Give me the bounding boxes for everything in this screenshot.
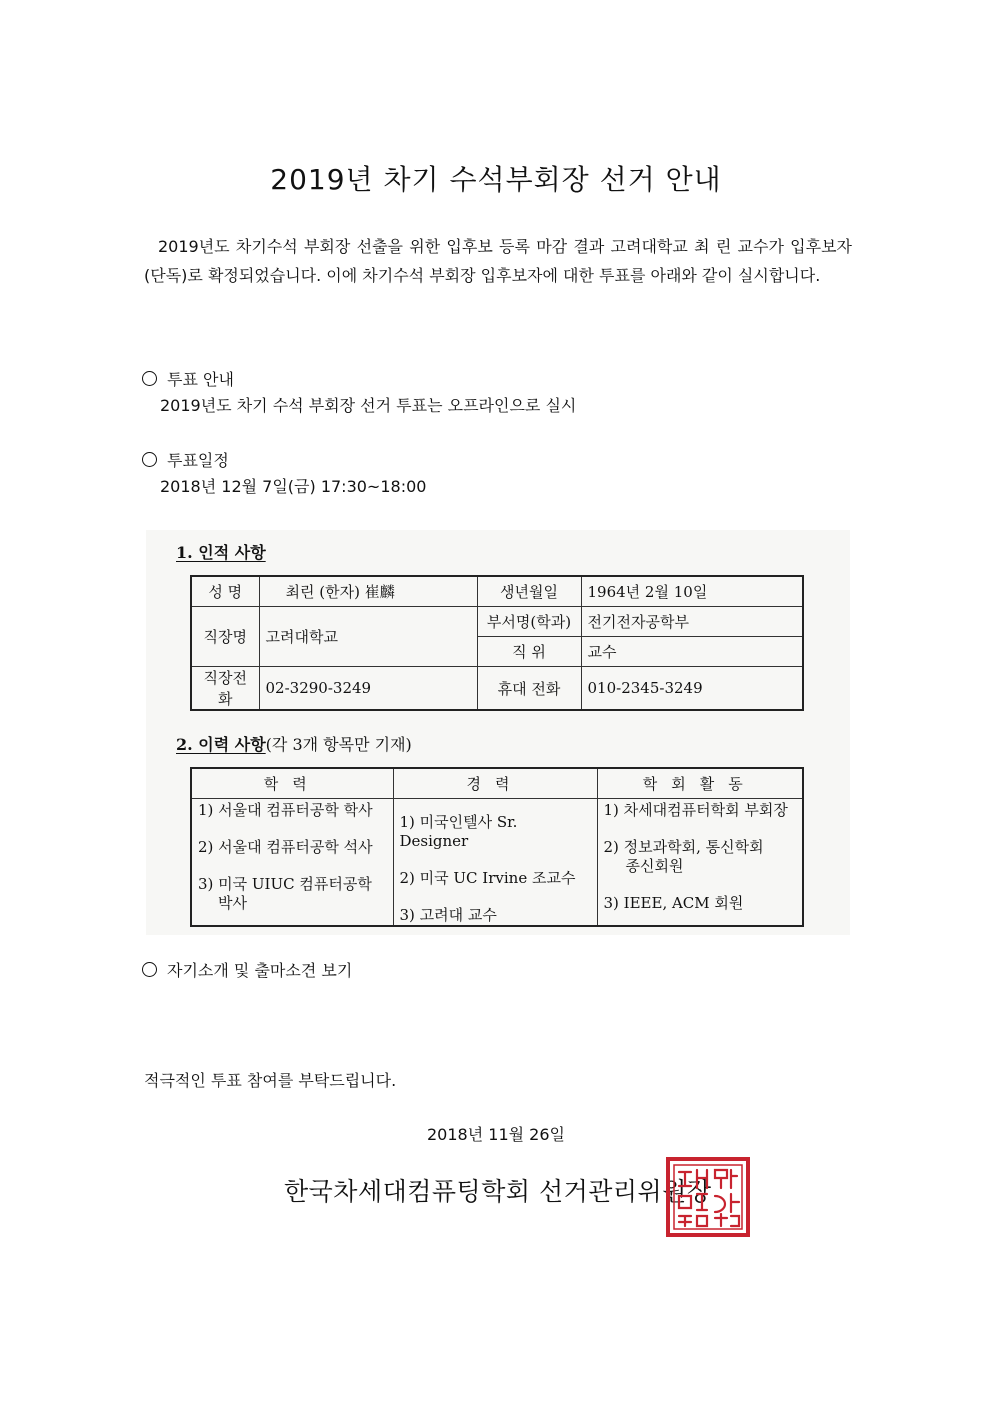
career-table	[190, 767, 804, 927]
list-item: 종신회원	[625, 857, 684, 875]
career-heading-note: (각 3개 항목만 기재)	[265, 735, 412, 754]
section-heading: 투표 안내	[167, 370, 234, 389]
intro-paragraph	[144, 232, 852, 290]
list-item: 3) IEEE, ACM 회원	[603, 894, 744, 912]
position-label: 직 위	[477, 637, 581, 667]
work-phone-label: 직장전화	[191, 667, 259, 711]
page-title: 2019년 차기 수석부회장 선거 안내	[270, 163, 722, 196]
section-self-introduction	[142, 959, 352, 983]
dept-label: 부서명(학과)	[477, 607, 581, 637]
circle-bullet-icon	[142, 962, 157, 977]
list-item: 박사	[218, 894, 247, 912]
mobile-value: 010-2345-3249	[581, 667, 803, 711]
activities-cell	[597, 799, 803, 927]
section-heading: 투표일정	[167, 451, 229, 470]
position-value: 교수	[581, 637, 803, 667]
section-detail: 2018년 12월 7일(금) 17:30~18:00	[160, 477, 427, 496]
col-experience: 경력	[393, 768, 597, 799]
career-heading: 2. 이력 사항(각 3개 항목만 기재)	[176, 735, 412, 754]
section-detail: 2019년도 차기 수석 부회장 선거 투표는 오프라인으로 실시	[160, 396, 577, 415]
circle-bullet-icon	[142, 452, 157, 467]
workplace-label: 직장명	[191, 607, 259, 667]
dept-value: 전기전자공학부	[581, 607, 803, 637]
section-voting-schedule	[142, 449, 229, 473]
birth-label: 생년월일	[477, 576, 581, 607]
list-item: 1) 미국인텔사 Sr. Designer	[399, 813, 518, 850]
list-item: 2) 미국 UC Irvine 조교수	[399, 869, 576, 887]
section-voting-guide	[142, 368, 234, 392]
name-value: 최린 (한자) 崔麟	[259, 576, 477, 607]
name-label: 성 명	[191, 576, 259, 607]
mobile-label: 휴대 전화	[477, 667, 581, 711]
organization-signature: 한국차세대컴퓨팅학회 선거관리위원장	[284, 1177, 712, 1206]
circle-bullet-icon	[142, 371, 157, 386]
issue-date: 2018년 11월 26일	[427, 1125, 565, 1144]
col-activities: 학회활동	[597, 768, 803, 799]
closing-message: 적극적인 투표 참여를 부탁드립니다.	[144, 1071, 397, 1090]
workplace-value: 고려대학교	[259, 607, 477, 667]
education-cell	[191, 799, 393, 927]
section-heading: 자기소개 및 출마소견 보기	[167, 961, 353, 980]
official-seal-icon	[665, 1156, 751, 1238]
list-item: 3) 미국 UIUC 컴퓨터공학	[198, 875, 372, 893]
work-phone-value: 02-3290-3249	[259, 667, 477, 711]
list-item: 3) 고려대 교수	[399, 906, 497, 924]
personal-heading: 1. 인적 사항	[176, 543, 266, 562]
experience-cell	[393, 799, 597, 927]
candidate-profile-scan	[146, 530, 850, 935]
col-education: 학력	[191, 768, 393, 799]
list-item: 1) 서울대 컴퓨터공학 학사	[198, 801, 373, 819]
list-item: 2) 서울대 컴퓨터공학 석사	[198, 838, 373, 856]
birth-value: 1964년 2월 10일	[581, 576, 803, 607]
intro-text: 2019년도 차기수석 부회장 선출을 위한 입후보 등록 마감 결과 고려대학교 최 린 교수가 입후보자(단독)로 확정되었습니다. 이에 차기수석 부회장 입후보자에 대한 투표를 아래와 같이 실시합니다.	[144, 237, 852, 285]
list-item: 2) 정보과학회, 통신학회	[603, 838, 764, 856]
personal-info-table	[190, 575, 804, 711]
list-item: 1) 차세대컴퓨터학회 부회장	[603, 801, 788, 819]
